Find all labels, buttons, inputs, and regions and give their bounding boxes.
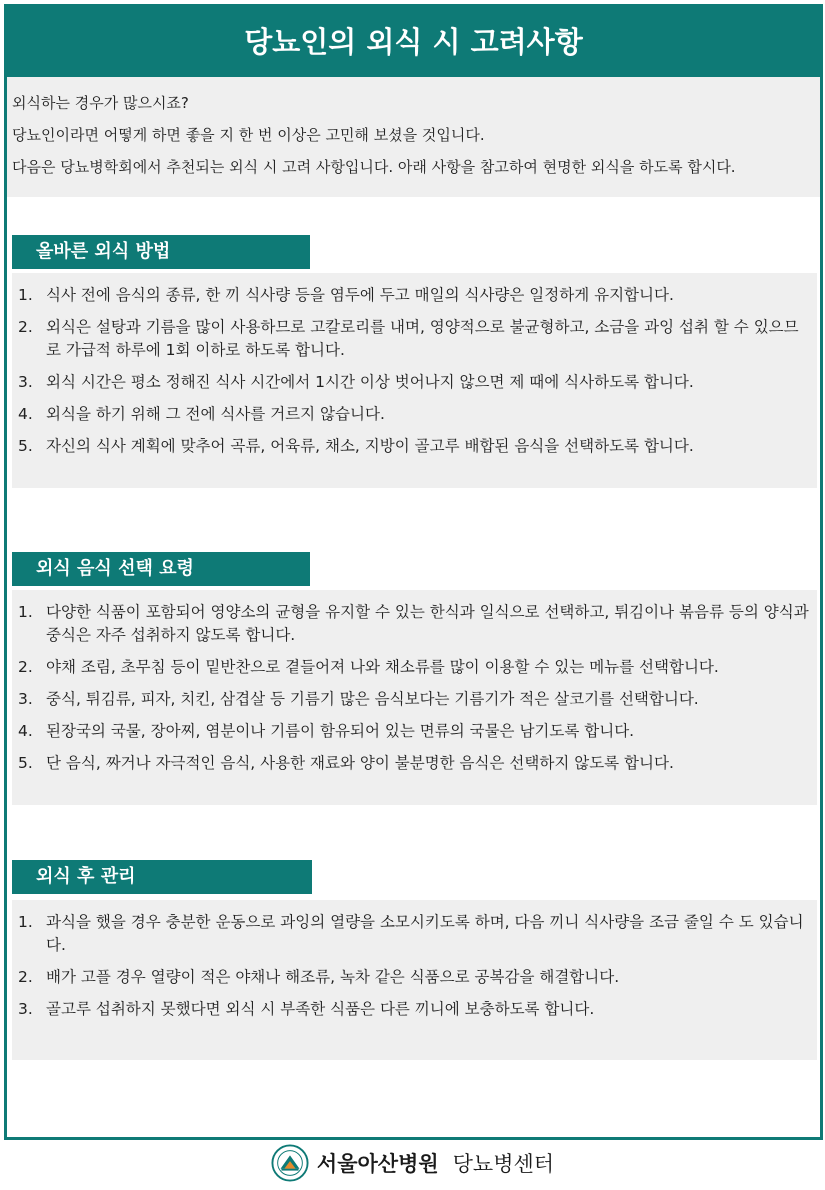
intro-line: 다음은 당뇨병학회에서 추천되는 외식 시 고려 사항입니다. 아래 사항을 참고하여 현명한 외식을 하도록 합시다. xyxy=(12,158,736,176)
list-item: 1. 과식을 했을 경우 충분한 운동으로 과잉의 열량을 소모시키도록 하며, 다음 끼니 식사량을 조금 줄일 수 도 있습니다. xyxy=(18,913,804,954)
intro-box xyxy=(7,77,820,197)
footer xyxy=(0,1136,825,1190)
intro-line: 당뇨인이라면 어떻게 하면 좋을 지 한 번 이상은 고민해 보셨을 것입니다. xyxy=(12,126,485,144)
list-item: 2. 배가 고플 경우 열량이 적은 야채나 해조류, 녹차 같은 식품으로 공복감을 해결합니다. xyxy=(18,968,620,986)
list-item: 3. 중식, 튀김류, 피자, 치킨, 삼겹살 등 기름기 많은 음식보다는 기름기가 적은 살코기를 선택합니다. xyxy=(18,690,699,708)
list-item: 2. 야채 조림, 초무침 등이 밑반찬으로 곁들어져 나와 채소류를 많이 이용할 수 있는 메뉴를 선택합니다. xyxy=(18,658,719,676)
list-item: 4. 된장국의 국물, 장아찌, 염분이나 기름이 함유되어 있는 면류의 국물은 남기도록 합니다. xyxy=(18,722,635,740)
section-box-after-care xyxy=(12,900,817,1060)
list-item: 1. 식사 전에 음식의 종류, 한 끼 식사량 등을 염두에 두고 매일의 식사량은 일정하게 유지합니다. xyxy=(18,286,674,304)
list-item: 4. 외식을 하기 위해 그 전에 식사를 거르지 않습니다. xyxy=(18,405,385,423)
center-name: 당뇨병센터 xyxy=(452,1152,555,1176)
hospital-name: 서울아산병원 xyxy=(316,1152,439,1176)
list-item: 1. 다양한 식품이 포함되어 영양소의 균형을 유지할 수 있는 한식과 일식으로 선택하고, 튀김이나 볶음류 등의 양식과 중식은 자주 섭취하지 않도록 합니다. xyxy=(18,603,809,644)
section-box-correct-eating-out xyxy=(12,273,817,488)
list-item: 2. 외식은 설탕과 기름을 많이 사용하므로 고칼로리를 내며, 영양적으로 불균형하고, 소금을 과잉 섭취 할 수 있으므로 가급적 하루에 1회 이하로 하도록 합니다. xyxy=(18,318,799,359)
section-title-after-care: 외식 후 관리 xyxy=(12,860,312,894)
section-title-correct-eating-out: 올바른 외식 방법 xyxy=(12,235,310,269)
list-item: 3. 골고루 섭취하지 못했다면 외식 시 부족한 식품은 다른 끼니에 보충하도록 합니다. xyxy=(18,1000,595,1018)
section-title-food-selection: 외식 음식 선택 요령 xyxy=(12,552,310,586)
asan-medical-center-emblem-icon xyxy=(271,1144,309,1182)
section-box-food-selection xyxy=(12,590,817,805)
list-item: 3. 외식 시간은 평소 정해진 식사 시간에서 1시간 이상 벗어나지 않으면 제 때에 식사하도록 합니다. xyxy=(18,373,694,391)
list-item: 5. 단 음식, 짜거나 자극적인 음식, 사용한 재료와 양이 불분명한 음식은 선택하지 않도록 합니다. xyxy=(18,754,674,772)
list-item: 5. 자신의 식사 계획에 맞추어 곡류, 어육류, 채소, 지방이 골고루 배합된 음식을 선택하도록 합니다. xyxy=(18,437,694,455)
page-title: 당뇨인의 외식 시 고려사항 xyxy=(7,7,820,77)
intro-line: 외식하는 경우가 많으시죠? xyxy=(12,94,189,112)
document-frame xyxy=(4,4,823,1140)
